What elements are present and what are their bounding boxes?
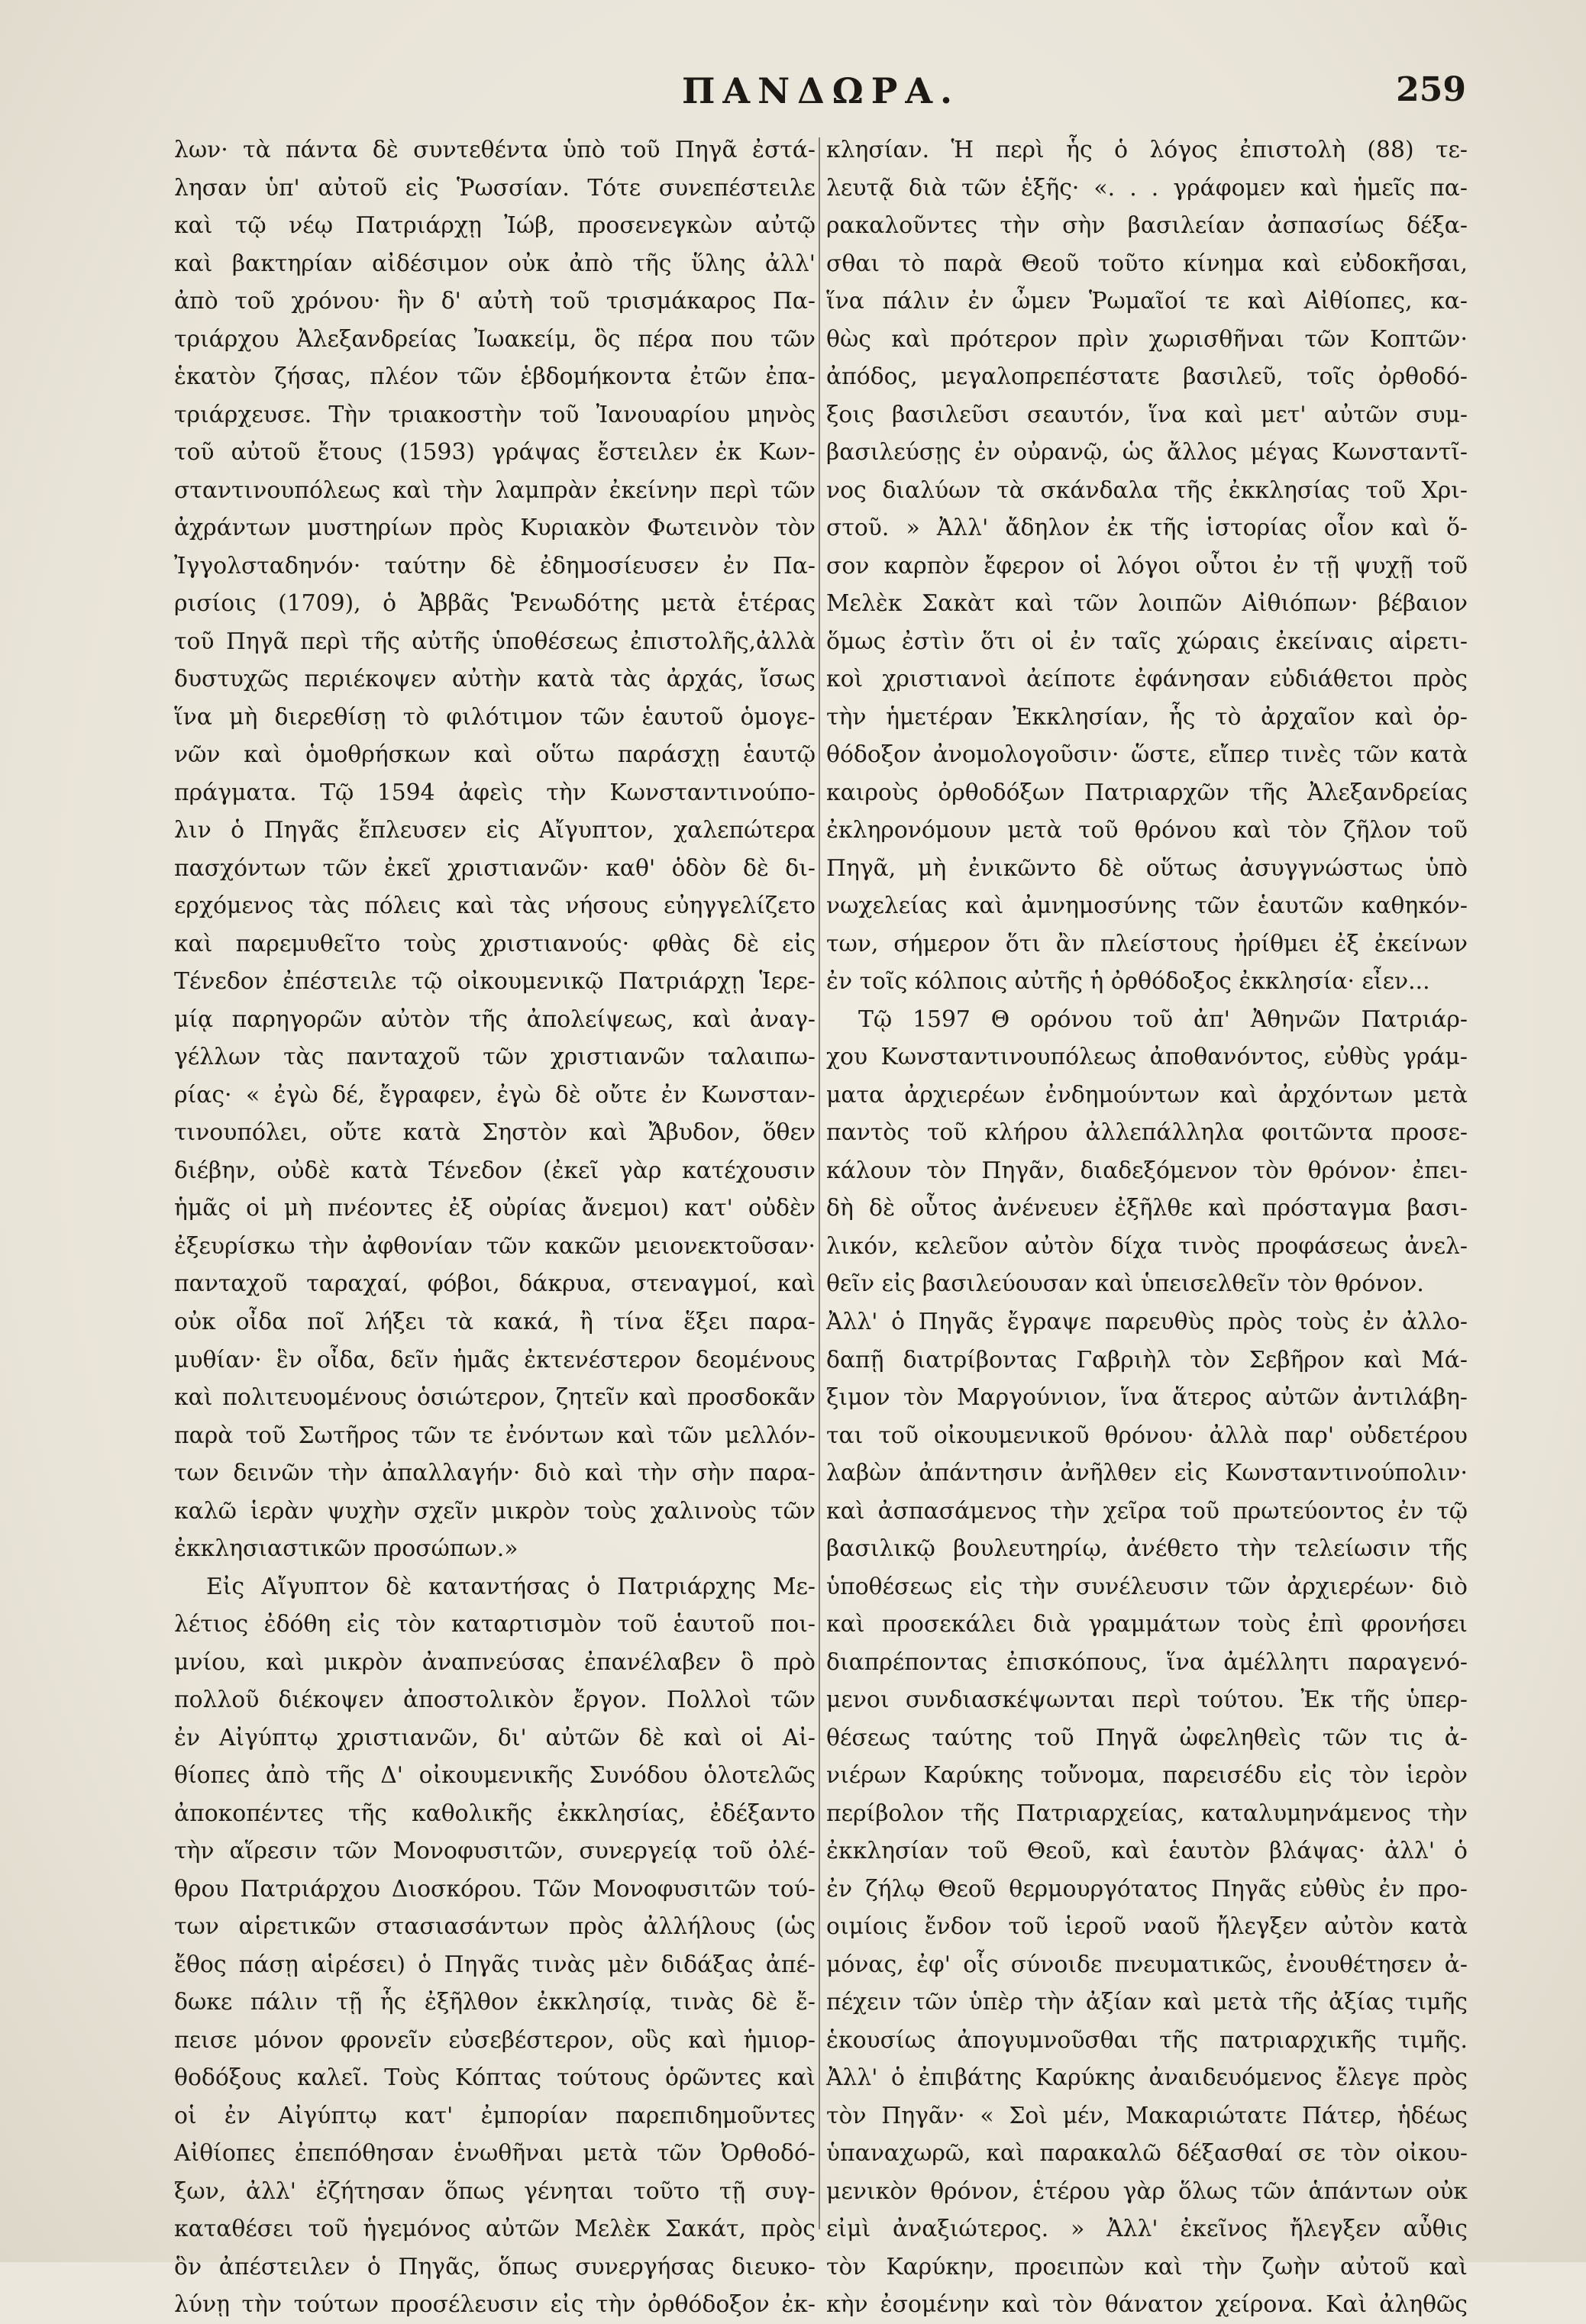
text-line: των αἱρετικῶν στασιασάντων πρὸς ἀλλήλους (ὡς bbox=[174, 1913, 816, 1941]
text-line: Αἰθίοπες ἐπεπόθησαν ἑνωθῆναι μετὰ τῶν Ὀρθοδό- bbox=[174, 2140, 816, 2167]
text-line: καὶ ἀσπασάμενος τὴν χεῖρα τοῦ πρωτεύοντος ἐν τῷ bbox=[826, 1497, 1468, 1525]
text-line: οιμίοις ἔνδον τοῦ ἱεροῦ ναοῦ ἤλεγξεν αὐτὸν κατὰ bbox=[826, 1913, 1468, 1941]
text-line: σον καρπὸν ἔφερον οἱ λόγοι οὗτοι ἐν τῇ ψυχῇ τοῦ bbox=[826, 552, 1468, 579]
text-line: μενικὸν θρόνον, ἑτέρου γὰρ ὅλως τῶν ἁπάντων οὐκ bbox=[826, 2177, 1468, 2205]
left-text-column bbox=[174, 131, 816, 2319]
text-line: σθαι τὸ παρὰ Θεοῦ τοῦτο κίνημα καὶ εὐδοκῆσαι, bbox=[826, 250, 1468, 277]
text-line: τὸν Καρύκην, προειπὼν καὶ τὴν ζωὴν αὐτοῦ καὶ bbox=[826, 2253, 1468, 2280]
text-line: τριάρχευσε. Τὴν τριακοστὴν τοῦ Ἰανουαρίου μηνὸς bbox=[174, 401, 816, 428]
right-text-column bbox=[826, 131, 1468, 2319]
text-line: ξων, ἀλλ' ἐζήτησαν ὅπως γένηται τοῦτο τῇ συγ- bbox=[174, 2177, 816, 2205]
text-line: παντὸς τοῦ κλήρου ἀλλεπάλληλα φοιτῶντα προσε- bbox=[826, 1119, 1468, 1147]
text-line: ἐν ζήλῳ Θεοῦ θερμουργότατος Πηγᾶς εὐθὺς ἐν προ- bbox=[826, 1875, 1468, 1903]
text-line: ξιμον τὸν Μαργούνιον, ἵνα ἅτερος αὐτῶν ἀντιλάβη- bbox=[826, 1384, 1468, 1412]
text-line: ἵνα πάλιν ἐν ὦμεν Ῥωμαῖοί τε καὶ Αἰθίοπες, κα- bbox=[826, 288, 1468, 315]
page-header bbox=[176, 70, 1466, 119]
text-line: των δεινῶν τὴν ἀπαλλαγήν· διὸ καὶ τὴν σὴν παρα- bbox=[174, 1460, 816, 1487]
text-line: ἐκκλησιαστικῶν προσώπων.» bbox=[174, 1535, 518, 1563]
text-line: θοδόξους καλεῖ. Τοὺς Κόπτας τούτους ὁρῶντες καὶ bbox=[174, 2064, 816, 2092]
text-line: τὸν Πηγᾶν· « Σοὶ μέν, Μακαριώτατε Πάτερ, ἡδέως bbox=[826, 2102, 1468, 2129]
text-line: ἀπὸ τοῦ χρόνου· ἣν δ' αὐτὴ τοῦ τρισμάκαρος Πα- bbox=[174, 288, 816, 315]
text-line: μνίου, καὶ μικρὸν ἀναπνεύσας ἐπανέλαβεν ὃ πρὸ bbox=[174, 1648, 816, 1676]
text-line: ὑποθέσεως εἰς τὴν συνέλευσιν τῶν ἀρχιερέων· διὸ bbox=[826, 1573, 1468, 1600]
text-line: νιέρων Καρύκης τοὔνομα, παρεισέδυ εἰς τὸν ἱερὸν bbox=[826, 1762, 1468, 1790]
text-line: διέβην, οὐδὲ κατὰ Τένεδον (ἐκεῖ γὰρ κατέχουσιν bbox=[174, 1157, 816, 1184]
text-line: ξοις βασιλεῦσι σεαυτόν, ἵνα καὶ μετ' αὐτῶν συμ- bbox=[826, 401, 1468, 428]
text-line: τοῦ αὐτοῦ ἔτους (1593) γράψας ἔστειλεν ἐκ Κων- bbox=[174, 439, 816, 466]
text-line: νωχελείας καὶ ἀμνημοσύνης τῶν ἑαυτῶν καθηκόν- bbox=[826, 892, 1468, 920]
text-line: νῶν καὶ ὁμοθρήσκων καὶ οὕτω παράσχῃ ἑαυτῷ bbox=[174, 741, 816, 769]
text-line: ἐν τοῖς κόλποις αὐτῆς ἡ ὀρθόδοξος ἐκκλησία· εἶεν... bbox=[826, 968, 1430, 996]
text-line: καλῶ ἱερὰν ψυχὴν σχεῖν μικρὸν τοὺς χαλινοὺς τῶν bbox=[174, 1497, 816, 1525]
text-line: οὐκ οἶδα ποῖ λήξει τὰ κακά, ἢ τίνα ἕξει παρα- bbox=[174, 1308, 816, 1335]
text-line: δυστυχῶς περιέκοψεν αὐτὴν κατὰ τὰς ἀρχάς, ἴσως bbox=[174, 666, 816, 693]
text-line: γέλλων τὰς πανταχοῦ τῶν χριστιανῶν ταλαιπω- bbox=[174, 1044, 816, 1071]
text-line: θρου Πατριάρχου Διοσκόρου. Τῶν Μονοφυσιτῶν τού- bbox=[174, 1875, 816, 1903]
text-line: πολλοῦ διέκοψεν ἀποστολικὸν ἔργον. Πολλοὶ τῶν bbox=[174, 1687, 816, 1714]
text-line: ἀχράντων μυστηρίων πρὸς Κυριακὸν Φωτεινὸν τὸν bbox=[174, 515, 816, 542]
text-line: ὃν ἀπέστειλεν ὁ Πηγᾶς, ὅπως συνεργήσας διευκο- bbox=[174, 2253, 816, 2280]
page-number: 259 bbox=[1396, 70, 1466, 109]
text-line: λικόν, κελεῦον αὐτὸν δίχα τινὸς προφάσεως ἀνελ- bbox=[826, 1232, 1468, 1260]
text-line: καὶ τῷ νέῳ Πατριάρχῃ Ἰώβ, προσενεγκὼν αὐτῷ bbox=[174, 212, 816, 240]
text-line: λησαν ὑπ' αὐτοῦ εἰς Ῥωσσίαν. Τότε συνεπέστειλε bbox=[174, 174, 816, 202]
text-line: στοῦ. » Ἀλλ' ἄδηλον ἐκ τῆς ἱστορίας οἷον καὶ ὅ- bbox=[826, 515, 1468, 542]
text-line: τοῦ Πηγᾶ περὶ τῆς αὐτῆς ὑποθέσεως ἐπιστολῆς,ἀλλὰ bbox=[174, 628, 816, 655]
text-line: παρὰ τοῦ Σωτῆρος τῶν τε ἐνόντων καὶ τῶν μελλόν- bbox=[174, 1422, 816, 1449]
text-line: Μελὲκ Σακὰτ καὶ τῶν λοιπῶν Αἰθιόπων· βέβαιον bbox=[826, 590, 1468, 618]
text-line: καὶ παρεμυθεῖτο τοὺς χριστιανούς· φθὰς δὲ εἰς bbox=[174, 930, 816, 957]
text-line: ρισίοις (1709), ὁ Ἀββᾶς Ῥενωδότης μετὰ ἑτέρας bbox=[174, 590, 816, 618]
text-line: καὶ βακτηρίαν αἰδέσιμον οὐκ ἀπὸ τῆς ὕλης ἀλλ' bbox=[174, 250, 816, 277]
text-line: κλησίαν. Ἡ περὶ ἧς ὁ λόγος ἐπιστολὴ (88) τε- bbox=[826, 137, 1468, 163]
text-line: καὶ προσεκάλει διὰ γραμμάτων τοὺς ἐπὶ φρονήσει bbox=[826, 1611, 1468, 1638]
text-line: διαπρέποντας ἐπισκόπους, ἵνα ἀμέλλητι παραγενό- bbox=[826, 1648, 1468, 1676]
text-line: ερχόμενος τὰς πόλεις καὶ τὰς νήσους εὐηγγελίζετο bbox=[174, 892, 816, 920]
text-line: μενοι συνδιασκέψωνται περὶ τούτου. Ἐκ τῆς ὑπερ- bbox=[826, 1687, 1468, 1714]
column-divider bbox=[819, 137, 820, 2229]
text-line: πράγματα. Τῷ 1594 ἀφεὶς τὴν Κωνσταντινούπο- bbox=[174, 779, 816, 806]
text-line: κὴν ἐσομένην καὶ τὸν θάνατον χείρονα. Καὶ ἀληθῶς bbox=[826, 2291, 1468, 2319]
text-line: ται τοῦ οἰκουμενικοῦ θρόνου· ἀλλὰ παρ' οὐδετέρου bbox=[826, 1422, 1468, 1449]
text-line: μόνας, ἐφ' οἷς σύνοιδε πνευματικῶς, ἐνουθέτησεν ἀ- bbox=[826, 1951, 1468, 1978]
text-line: ἔθος πάσῃ αἱρέσει) ὁ Πηγᾶς τινὰς μὲν διδάξας ἀπέ- bbox=[174, 1951, 816, 1978]
text-line: Τένεδον ἐπέστειλε τῷ οἰκουμενικῷ Πατριάρχῃ Ἱερε- bbox=[174, 968, 816, 996]
text-line: δωκε πάλιν τῇ ἧς ἐξῆλθον ἐκκλησίᾳ, τινὰς δὲ ἔ- bbox=[174, 1989, 816, 2016]
text-line: λιν ὁ Πηγᾶς ἔπλευσεν εἰς Αἴγυπτον, χαλεπώτερα bbox=[174, 817, 816, 844]
text-line: πεισε μόνον φρονεῖν εὐσεβέστερον, οὓς καὶ ἡμιορ- bbox=[174, 2026, 816, 2054]
text-line: ἐν Αἰγύπτῳ χριστιανῶν, δι' αὐτῶν δὲ καὶ οἱ Αἰ- bbox=[174, 1724, 816, 1751]
text-line: πέχειν τῶν ὑπὲρ τὴν ἀξίαν καὶ μετὰ τῆς ἀξίας τιμῆς bbox=[826, 1989, 1468, 2016]
text-line: των, σήμερον ὅτι ἂν πλείστους ἠρίθμει ἐξ ἐκείνων bbox=[826, 930, 1468, 957]
text-line: περίβολον τῆς Πατριαρχείας, καταλυμηνάμενος τὴν bbox=[826, 1799, 1468, 1827]
text-line: σταντινουπόλεως καὶ τὴν λαμπρὰν ἐκείνην περὶ τῶν bbox=[174, 476, 816, 504]
text-line: θίοπες ἀπὸ τῆς Δ' οἰκουμενικῆς Συνόδου ὁλοτελῶς bbox=[174, 1762, 816, 1790]
text-line: τινουπόλει, οὔτε κατὰ Σηστὸν καὶ Ἄβυδον, ὅθεν bbox=[174, 1119, 816, 1147]
text-line: βασιλικῷ βουλευτηρίῳ, ἀνέθετο τὴν τελείωσιν τῆς bbox=[826, 1535, 1468, 1563]
text-line: βασιλεύσῃς ἐν οὐρανῷ, ὡς ἄλλος μέγας Κωνσταντῖ- bbox=[826, 439, 1468, 466]
text-line: λευτᾷ διὰ τῶν ἑξῆς· «. . . γράφομεν καὶ ἡμεῖς πα- bbox=[826, 174, 1468, 202]
text-line: τριάρχου Ἀλεξανδρείας Ἰωακείμ, ὃς πέρα που τῶν bbox=[174, 325, 816, 353]
text-line: δὴ δὲ οὗτος ἀνένευεν ἐξῆλθε καὶ πρόσταγμα βασι- bbox=[826, 1195, 1468, 1222]
text-line: κάλουν τὸν Πηγᾶν, διαδεξόμενον τὸν θρόνον· ἐπει- bbox=[826, 1157, 1468, 1184]
text-line: πασχόντων τῶν ἐκεῖ χριστιανῶν· καθ' ὁδὸν δὲ δι- bbox=[174, 854, 816, 882]
text-line: λύνῃ τὴν τούτων προσέλευσιν εἰς τὴν ὀρθόδοξον ἐκ- bbox=[174, 2291, 816, 2319]
text-line: ἐκληρονόμουν μετὰ τοῦ θρόνου καὶ τὸν ζῆλον τοῦ bbox=[826, 817, 1468, 844]
text-line: ἵνα μὴ διερεθίσῃ τὸ φιλότιμον τῶν ἑαυτοῦ ὁμογε- bbox=[174, 703, 816, 731]
running-title: ΠΑΝΔΩΡΑ. bbox=[681, 70, 961, 111]
text-line: ρίας· « ἐγὼ δέ, ἔγραφεν, ἐγὼ δὲ οὔτε ἐν Κωνσταν- bbox=[174, 1081, 816, 1109]
text-line: λων· τὰ πάντα δὲ συντεθέντα ὑπὸ τοῦ Πηγᾶ ἐστά- bbox=[174, 137, 816, 163]
text-line: χου Κωνσταντινουπόλεως ἀποθανόντος, εὐθὺς γράμ- bbox=[826, 1044, 1468, 1071]
text-line: οἱ ἐν Αἰγύπτῳ κατ' ἐμπορίαν παρεπιδημοῦντες bbox=[174, 2102, 816, 2129]
text-line: τὴν αἵρεσιν τῶν Μονοφυσιτῶν, συνεργείᾳ τοῦ ὀλέ- bbox=[174, 1838, 816, 1865]
text-line: θόδοξον ἀνομολογοῦσιν· ὥστε, εἴπερ τινὲς τῶν κατὰ bbox=[826, 741, 1468, 769]
text-line: ἀποκοπέντες τῆς καθολικῆς ἐκκλησίας, ἐδέξαντο bbox=[174, 1799, 816, 1827]
text-line: Ἀλλ' ὁ ἐπιβάτης Καρύκης ἀναιδευόμενος ἔλεγε πρὸς bbox=[826, 2064, 1468, 2092]
text-line: θὼς καὶ πρότερον πρὶν χωρισθῆναι τῶν Κοπτῶν· bbox=[826, 325, 1468, 353]
text-line: ἐκκλησίαν τοῦ Θεοῦ, καὶ ἑαυτὸν βλάψας· ἀλλ' ὁ bbox=[826, 1838, 1468, 1865]
text-line: ματα ἀρχιερέων ἐνδημούντων καὶ ἀρχόντων μετὰ bbox=[826, 1081, 1468, 1109]
text-line: Τῷ 1597 Θ ορόνου τοῦ ἀπ' Ἀθηνῶν Πατριάρ- bbox=[858, 1005, 1468, 1033]
text-line: εἰμὶ ἀναξιώτερος. » Ἀλλ' ἐκεῖνος ἤλεγξεν αὖθις bbox=[826, 2216, 1468, 2243]
text-line: τὴν ἡμετέραν Ἐκκλησίαν, ἧς τὸ ἀρχαῖον καὶ ὀρ- bbox=[826, 703, 1468, 731]
text-line: ἐξευρίσκω τὴν ἀφθονίαν τῶν κακῶν μειονεκτοῦσαν· bbox=[174, 1232, 816, 1260]
text-line: ἑκουσίως ἀπογυμνοῦσθαι τῆς πατριαρχικῆς τιμῆς. bbox=[826, 2026, 1468, 2054]
text-line: ἡμᾶς οἱ μὴ πνέοντες ἐξ οὐρίας ἄνεμοι) κατ' οὐδὲν bbox=[174, 1195, 816, 1222]
text-line: πανταχοῦ ταραχαί, φόβοι, δάκρυα, στεναγμοί, καὶ bbox=[174, 1270, 816, 1298]
text-line: μίᾳ παρηγορῶν αὐτὸν τῆς ἀπολείψεως, καὶ ἀναγ- bbox=[174, 1005, 816, 1033]
text-line: θέσεως ταύτης τοῦ Πηγᾶ ὠφεληθεὶς τῶν τις ἀ- bbox=[826, 1724, 1468, 1751]
text-line: λέτιος ἐδόθη εἰς τὸν καταρτισμὸν τοῦ ἑαυτοῦ ποι- bbox=[174, 1611, 816, 1638]
text-line: δαπῇ διατρίβοντας Γαβριὴλ τὸν Σεβῆρον καὶ Μά- bbox=[826, 1346, 1468, 1373]
text-line: Ἰγγολσταδηνόν· ταύτην δὲ ἐδημοσίευσεν ἐν Πα- bbox=[174, 552, 816, 579]
text-line: λαβὼν ἀπάντησιν ἀνῆλθεν εἰς Κωνσταντινούπολιν· bbox=[826, 1460, 1468, 1487]
text-line: ἑκατὸν ζήσας, πλέον τῶν ἑβδομήκοντα ἐτῶν ἐπα- bbox=[174, 363, 816, 391]
text-line: Ἀλλ' ὁ Πηγᾶς ἔγραψε παρευθὺς πρὸς τοὺς ἐν ἀλλο- bbox=[826, 1308, 1468, 1335]
text-line: καὶ πολιτευομένους ὁσιώτερον, ζητεῖν καὶ προσδοκᾶν bbox=[174, 1384, 816, 1412]
text-line: ὅμως ἐστὶν ὅτι οἱ ἐν ταῖς χώραις ἐκείναις αἱρετι- bbox=[826, 628, 1468, 655]
text-line: καιροὺς ὀρθοδόξων Πατριαρχῶν τῆς Ἀλεξανδρείας bbox=[826, 779, 1468, 806]
text-line: μυθίαν· ἓν οἶδα, δεῖν ἡμᾶς ἐκτενέστερον δεομένους bbox=[174, 1346, 816, 1373]
text-line: ρακαλοῦντες τὴν σὴν βασιλείαν ἀσπασίως δέξα- bbox=[826, 212, 1468, 240]
text-line: Εἰς Αἴγυπτον δὲ καταντήσας ὁ Πατριάρχης Με- bbox=[206, 1573, 816, 1600]
text-line: νος διαλύων τὰ σκάνδαλα τῆς ἐκκλησίας τοῦ Χρι- bbox=[826, 476, 1468, 504]
text-line: κοὶ χριστιανοὶ ἀείποτε ἐφάνησαν εὐδιάθετοι πρὸς bbox=[826, 666, 1468, 693]
text-line: ἀπόδος, μεγαλοπρεπέστατε βασιλεῦ, τοῖς ὀρθοδό- bbox=[826, 363, 1468, 391]
text-line: Πηγᾶ, μὴ ἐνικῶντο δὲ οὕτως ἀσυγγνώστως ὑπὸ bbox=[826, 854, 1468, 882]
text-line: θεῖν εἰς βασιλεύουσαν καὶ ὑπεισελθεῖν τὸν θρόνον. bbox=[826, 1270, 1424, 1298]
text-line: ὑπαναχωρῶ, καὶ παρακαλῶ δέξασθαί σε τὸν οἰκου- bbox=[826, 2140, 1468, 2167]
text-line: καταθέσει τοῦ ἡγεμόνος αὐτῶν Μελὲκ Σακάτ, πρὸς bbox=[174, 2216, 816, 2243]
